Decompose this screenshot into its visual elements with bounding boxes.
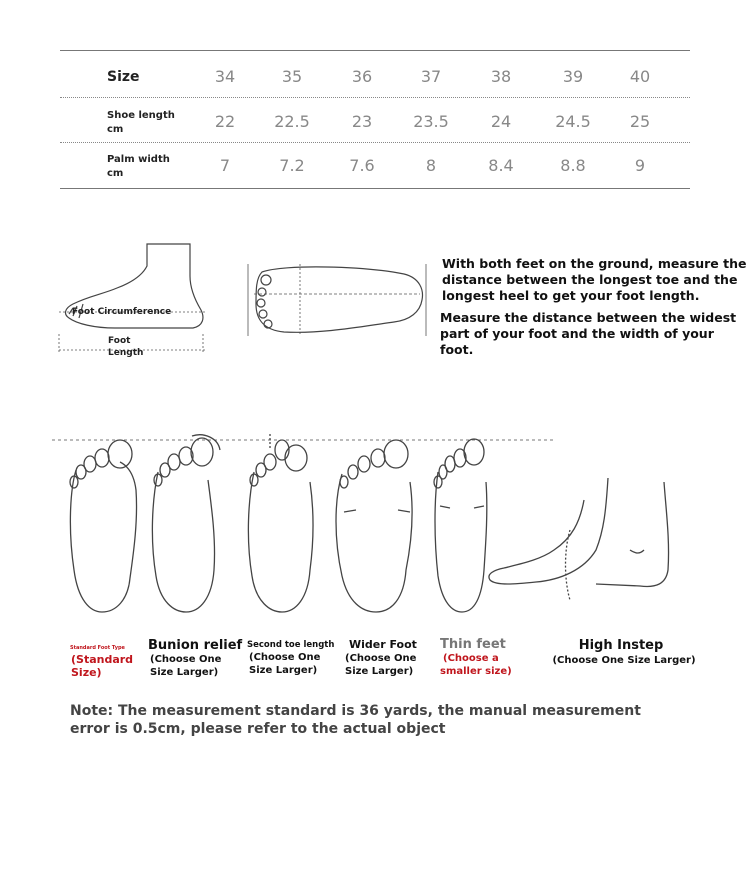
table-cell: 24.5 [555, 112, 591, 131]
foot-type-wider [345, 638, 417, 678]
row-label-palm-width [107, 153, 170, 181]
foot-type-thin [440, 637, 512, 678]
foot-type-line: (Standard [71, 653, 134, 666]
table-cell: 37 [420, 67, 442, 86]
table-cell: 34 [214, 67, 236, 86]
foot-type-line: Size) [71, 666, 102, 679]
table-cell: 7 [219, 156, 231, 175]
foot-type-title: Wider Foot [349, 638, 417, 651]
foot-length-label [108, 335, 143, 359]
table-cell: 39 [562, 67, 584, 86]
table-row-size [60, 53, 690, 97]
table-cell: 24 [490, 112, 512, 131]
foot-type-title: Second toe length [247, 640, 335, 650]
second-toe-foot-icon [248, 434, 313, 612]
row-label-shoe-length [107, 109, 175, 137]
foot-type-line: (Choose One [150, 654, 222, 665]
foot-type-line: Size Larger) [150, 667, 219, 678]
table-cell: 40 [629, 67, 651, 86]
row-label-unit: cm [107, 124, 124, 135]
foot-type-line: smaller size) [440, 666, 512, 677]
measurement-note [70, 702, 641, 738]
instruction-line: longest heel to get your foot length. [442, 288, 700, 303]
foot-type-title: Bunion relief [148, 638, 243, 653]
table-row-palm-width [60, 142, 690, 186]
note-line: error is 0.5cm, please refer to the actual object [70, 721, 446, 737]
table-cell: 8.8 [560, 156, 586, 175]
instruction-line: distance between the longest toe and the [442, 272, 738, 287]
foot-type-second-toe [247, 639, 334, 677]
foot-type-line: (Choose One [345, 653, 417, 664]
foot-type-title: Standard Foot Type [70, 645, 125, 651]
foot-type-line: Size Larger) [249, 665, 318, 676]
foot-type-bunion [148, 638, 242, 679]
table-cell: 22.5 [274, 112, 310, 131]
row-label-text: Shoe length [107, 110, 175, 121]
table-cell: 23.5 [413, 112, 449, 131]
foot-type-standard-note [71, 653, 133, 679]
row-label-size: Size [107, 69, 140, 85]
top-foot-measure-illustration [244, 260, 430, 340]
table-cell: 38 [490, 67, 512, 86]
table-cell: 35 [281, 67, 303, 86]
foot-length-label-line: Foot [108, 336, 131, 346]
bunion-foot-icon [152, 435, 220, 612]
wide-foot-icon [336, 440, 412, 612]
thin-foot-icon [434, 439, 487, 612]
table-cell: 8.4 [488, 156, 514, 175]
foot-type-line: Size Larger) [345, 666, 414, 677]
foot-type-high-instep [552, 637, 696, 667]
table-cell: 36 [351, 67, 373, 86]
table-cell: 7.2 [279, 156, 305, 175]
table-cell: 8 [425, 156, 437, 175]
table-cell: 22 [214, 112, 236, 131]
row-label-text: Palm width [107, 154, 170, 165]
standard-foot-icon [70, 440, 137, 612]
instruction-line: Measure the distance between the widest [440, 310, 737, 325]
table-bottom-rule [60, 188, 690, 189]
table-cell: 9 [634, 156, 646, 175]
instruction-foot-width [440, 310, 751, 358]
instruction-line: With both feet on the ground, measure the [442, 256, 747, 271]
row-label-unit: cm [107, 168, 124, 179]
foot-type-line: (Choose One [249, 652, 321, 663]
foot-type-line: (Choose One Size Larger) [552, 655, 696, 666]
foot-type-title: Thin feet [440, 637, 506, 652]
foot-type-line: (Choose a [443, 653, 499, 664]
high-instep-foot-icon [489, 478, 669, 600]
table-cell: 25 [629, 112, 651, 131]
table-cell: 23 [351, 112, 373, 131]
foot-circumference-label: Foot Circumference [72, 307, 172, 317]
table-row-shoe-length [60, 98, 690, 142]
note-line: Note: The measurement standard is 36 yards, the manual measurement [70, 703, 641, 719]
foot-types-illustration [50, 430, 700, 620]
foot-length-label-line: Length [108, 348, 144, 358]
table-cell: 7.6 [349, 156, 375, 175]
table-top-rule [60, 50, 690, 51]
foot-type-title: High Instep [578, 638, 664, 653]
instruction-line: part of your foot and the width of your foot. [440, 326, 714, 357]
instruction-foot-length [442, 256, 747, 304]
